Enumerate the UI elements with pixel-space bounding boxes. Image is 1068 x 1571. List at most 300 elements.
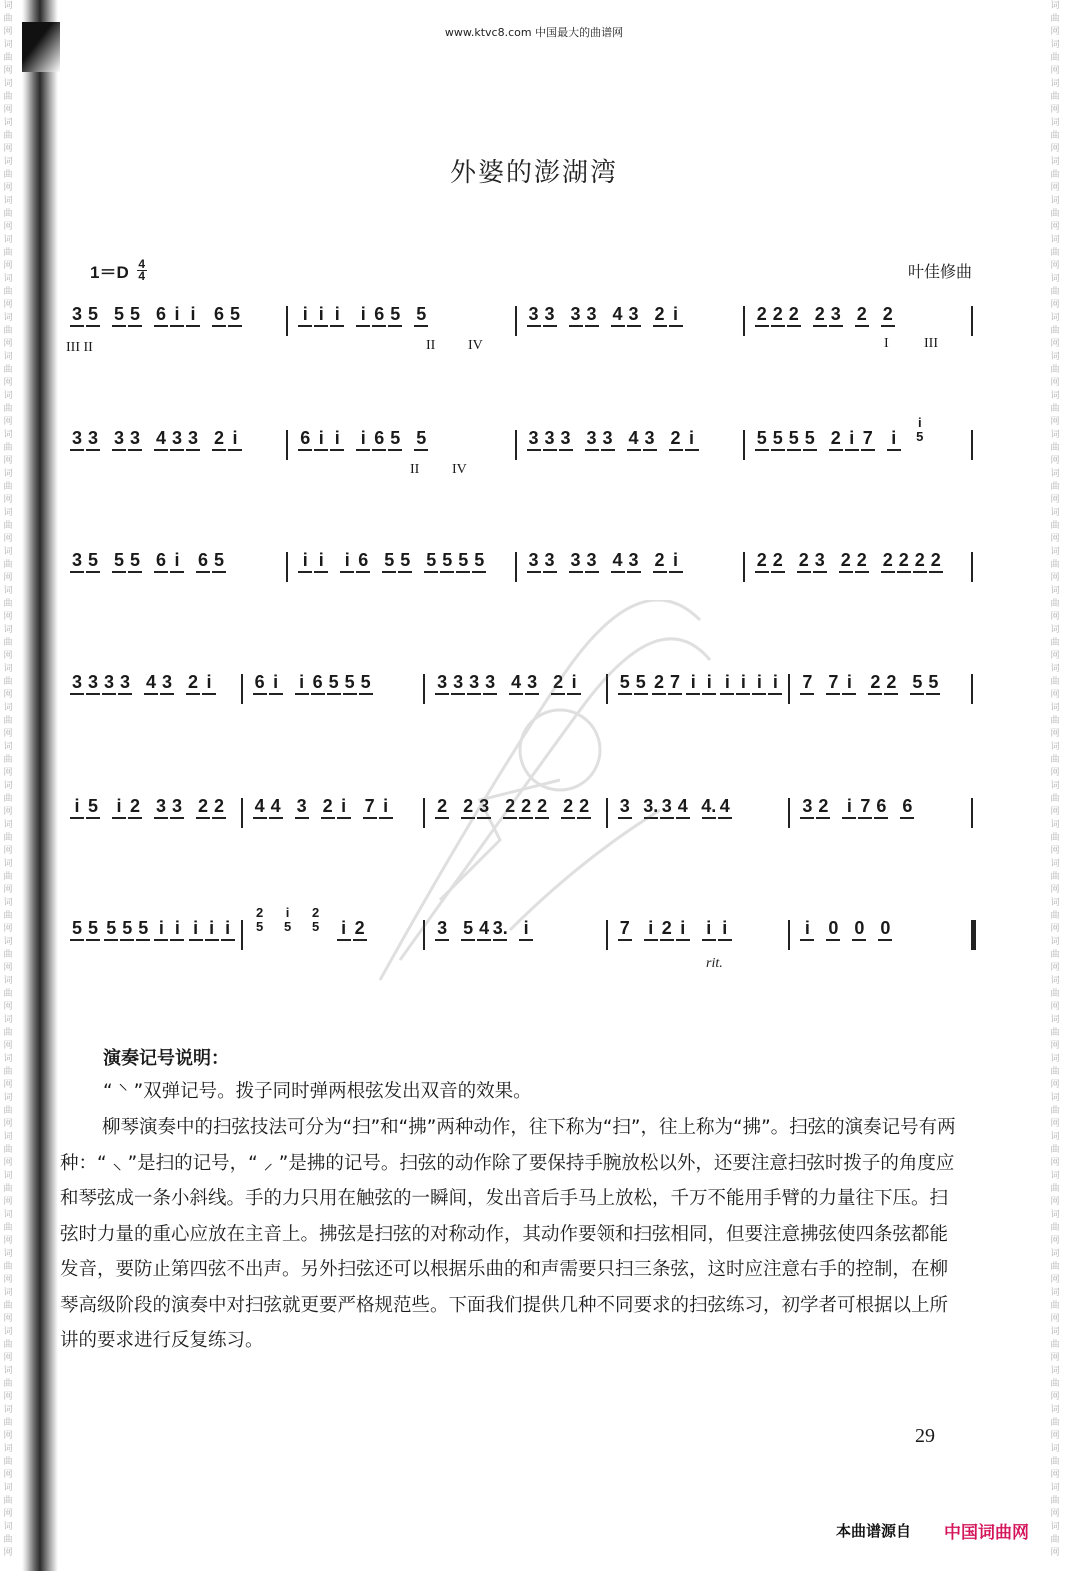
note-number: 7 [802,672,813,692]
jianpu-note [170,902,184,941]
jianpu-note [128,780,142,819]
note-number: 5 [87,304,98,324]
note-number: 3 [586,304,597,324]
note-number: 5 [122,918,133,938]
note-number: 3 [437,672,448,692]
jianpu-note [298,288,312,327]
note-number: i [690,672,696,692]
note-number: 2 [798,550,809,570]
jianpu-note [618,656,632,695]
note-number: 7 [669,672,680,692]
jianpu-note [170,288,184,327]
barline [971,674,973,704]
jianpu-note [702,780,716,819]
score-measure [298,534,510,624]
note-number: 4 [479,918,490,938]
note-number: 4 [719,796,730,816]
note-number: 5 [113,550,124,570]
jianpu-note [435,902,449,941]
note-number: 0 [880,918,891,938]
note-number: i [360,428,366,448]
jianpu-note [669,534,683,573]
jianpu-note [881,534,895,573]
jianpu-note [768,656,782,695]
jianpu-note [826,902,840,941]
jianpu-note [382,534,396,573]
score-measure [435,780,602,870]
score-measure [253,902,420,992]
chord-bottom: 5 [255,919,264,934]
barline [241,798,243,828]
score-row [0,534,1068,624]
jianpu-note [669,288,683,327]
chord-note [281,906,295,934]
key-label: 1＝D [90,263,129,282]
note-number: 5 [129,550,140,570]
note-number: 6 [155,304,166,324]
song-title: 外婆的澎湖湾 [449,158,618,188]
jianpu-note [337,902,351,941]
jianpu-note [601,412,615,451]
note-number: 2 [537,796,548,816]
note-number: i [190,304,196,324]
note-number: 2 [856,304,867,324]
jianpu-note [527,412,541,451]
jianpu-note [477,780,491,819]
note-number: 2 [830,428,841,448]
note-number: 3 [544,550,555,570]
jianpu-note [112,412,126,451]
jianpu-note [800,902,814,941]
jianpu-note [461,780,475,819]
note-number: 2 [882,550,893,570]
jianpu-note [435,780,449,819]
jianpu-note [186,412,200,451]
jianpu-note [202,656,216,695]
note-number: 6 [374,304,385,324]
jianpu-note [897,534,911,573]
note-number: i [383,796,389,816]
jianpu-note [527,288,541,327]
jianpu-note [212,288,226,327]
jianpu-note [70,656,84,695]
note-number: 4 [254,796,265,816]
note-number: i [116,796,122,816]
note-number: 5 [213,550,224,570]
score-measure [618,780,785,870]
jianpu-note [913,534,927,573]
jianpu-note [228,412,242,451]
jianpu-note [685,412,699,451]
jianpu-note [128,534,142,573]
barline [515,306,517,336]
note-number: 3 [171,796,182,816]
jianpu-note [205,902,219,941]
jianpu-note [136,902,150,941]
site-header: www.ktvc8.com 中国最大的曲谱网 [444,26,624,39]
note-number: i [318,550,324,570]
jianpu-note [372,412,386,451]
barline [606,798,608,828]
string-position-label: III [924,336,938,351]
score-measure [755,288,967,378]
barline [788,798,790,828]
jianpu-note [295,656,309,695]
note-number: 2 [670,428,681,448]
note-number: 3 [586,428,597,448]
note-number: 3 [71,672,82,692]
chord-top: 2 [255,905,264,920]
jianpu-note [70,534,84,573]
chord-top: i [917,415,922,430]
string-position-label: IV [452,462,467,477]
chord-bottom: 5 [311,919,320,934]
page-number: 29 [915,1425,935,1447]
jianpu-note [196,780,210,819]
score-measure [298,288,510,378]
note-number: i [158,918,164,938]
jianpu-note [467,656,481,695]
jianpu-note [585,412,599,451]
jianpu-note [910,656,924,695]
note-number: 2 [654,550,665,570]
jianpu-note [771,412,785,451]
score-measure [755,534,967,624]
jianpu-note [702,656,716,695]
jianpu-note [298,534,312,573]
legend-paragraph-text: 柳琴演奏中的扫弦技法可分为“扫”和“拂”两种动作，往下称为“扫”，往上称为“拂”。扫弦的演奏记号有两种：“ ⸜ ”是扫的记号，“ ⸝ ”是拂的记号。扫弦的动作除了要保持手腕放松以外，还要注意扫弦时拨子的角度应和琴弦成一条小斜线。手的力只用在触弦的一瞬间，发出音后手马上放松，千万不能用手臂的力量往下压。扫弦时力量的重心应放在主音上。拂弦是扫弦的对称动作，其动作要领和扫弦相同，但要注意拂弦使四条弦都能发音，要防止第四弦不出声。另外扫弦还可以根据乐曲的和声需要只扫三条弦，这时应注意右手的控制，在柳琴高级阶段的演奏中对扫弦就更要严格规范些。下面我们提供几种不同要求的扫弦练习，初学者可根据以上所讲的要求进行反复练习。 [60,1117,956,1351]
note-number: 2 [882,304,893,324]
jianpu-note [70,902,84,941]
jianpu-note [461,902,475,941]
jianpu-note [561,780,575,819]
jianpu-note [314,412,328,451]
jianpu-note [104,902,118,941]
jianpu-note [858,780,872,819]
jianpu-note [686,656,700,695]
jianpu-note [585,288,599,327]
jianpu-note [372,288,386,327]
jianpu-note [881,288,895,327]
note-number: i [891,428,897,448]
note-number: 2 [661,918,672,938]
jianpu-note [634,656,648,695]
note-number: 6 [254,672,265,692]
jianpu-note [424,534,438,573]
jianpu-note [451,656,465,695]
note-number: 2 [213,428,224,448]
note-number: i [688,428,694,448]
note-number: 3 [119,672,130,692]
jianpu-note [926,656,940,695]
barline [286,430,288,460]
jianpu-note [652,656,666,695]
jianpu-note [829,288,843,327]
note-number: 4 [511,672,522,692]
composer: 叶佳修曲 [907,262,972,281]
jianpu-note [295,780,309,819]
score-row [0,780,1068,870]
jianpu-note [212,534,226,573]
score-measure [527,534,739,624]
score-row [0,412,1068,502]
note-number: 3 [296,796,307,816]
note-number: 3 [586,550,597,570]
jianpu-note [398,534,412,573]
jianpu-note [874,780,888,819]
note-number: 3 [187,428,198,448]
barline [971,306,973,336]
jianpu-note [929,534,943,573]
jianpu-note [643,412,657,451]
note-number: 3 [814,550,825,570]
note-number: 2 [437,796,448,816]
footer-source-label: 本曲谱源自 [836,1522,912,1540]
note-number: 3 [453,672,464,692]
barline [423,798,425,828]
score-measure [527,412,739,502]
note-number: i [334,304,340,324]
note-number: 4 [612,304,623,324]
note-number: 2 [898,550,909,570]
note-number: i [174,918,180,938]
note-number: 2 [870,672,881,692]
jianpu-note [644,902,658,941]
jianpu-note [269,780,283,819]
note-number: 0 [828,918,839,938]
note-number: 5 [619,672,630,692]
score-measure [253,656,420,746]
note-number: 5 [106,918,117,938]
jianpu-note [154,412,168,451]
barline [788,674,790,704]
jianpu-note [356,534,370,573]
jianpu-note [755,412,769,451]
jianpu-note [343,656,357,695]
time-signature [137,259,147,282]
jianpu-note [900,780,914,819]
note-number: 3 [830,304,841,324]
jianpu-note [653,534,667,573]
score-row [0,288,1068,378]
jianpu-note [816,780,830,819]
jianpu-note [128,412,142,451]
note-number: i [209,918,215,938]
jianpu-note [660,780,674,819]
barline [423,674,425,704]
chord-note [309,906,323,934]
note-number: 5 [928,672,939,692]
barline [743,552,745,582]
note-number: 2 [818,796,829,816]
jianpu-note [519,780,533,819]
note-number: 7 [860,796,871,816]
note-number: 2 [197,796,208,816]
note-number: 5 [442,550,453,570]
jianpu-note [160,656,174,695]
score-measure [70,288,282,378]
jianpu-note [186,656,200,695]
jianpu-note [414,288,428,327]
jianpu-note [363,780,377,819]
jianpu-note [102,656,116,695]
note-number: i [318,304,324,324]
note-number: 5 [87,918,98,938]
barline [606,674,608,704]
chord-note [253,906,267,934]
note-number: 2 [856,550,867,570]
note-number: i [273,672,279,692]
jianpu-note [337,780,351,819]
jianpu-note [567,656,581,695]
note-number: 3 [544,304,555,324]
note-number: 3 [619,796,630,816]
note-number: 6 [358,550,369,570]
jianpu-note [298,412,312,451]
jianpu-note [314,534,328,573]
jianpu-note [154,780,168,819]
jianpu-note [212,412,226,451]
jianpu-note [221,902,235,941]
jianpu-note [112,780,126,819]
jianpu-note [321,780,335,819]
note-number: i [299,672,305,692]
barline [515,430,517,460]
jianpu-note [800,656,814,695]
note-number: 5 [138,918,149,938]
note-number: 2 [129,796,140,816]
note-number: 5 [400,550,411,570]
note-number: i [302,304,308,324]
jianpu-note [379,780,393,819]
string-position-label: II [410,462,420,477]
note-number: 7 [828,672,839,692]
note-number: 2 [653,672,664,692]
note-number: 5 [416,428,427,448]
note-number: 3 [527,672,538,692]
note-number: 3 [479,796,490,816]
note-number: i [334,428,340,448]
jianpu-note [330,288,344,327]
jianpu-note [644,780,658,819]
jianpu-note [311,656,325,695]
jianpu-note [771,288,785,327]
note-number: 3 [485,672,496,692]
jianpu-note [86,902,100,941]
score-row [0,902,1068,992]
note-number: 5 [229,304,240,324]
chord-note [913,416,927,444]
jianpu-note [543,412,557,451]
jianpu-note [720,656,734,695]
jianpu-note [845,412,859,451]
jianpu-note [128,288,142,327]
note-number: 3 [71,428,82,448]
note-number: i [341,796,347,816]
jianpu-note [86,534,100,573]
note-number: 6 [155,550,166,570]
jianpu-note [120,902,134,941]
jianpu-note [154,534,168,573]
barline [423,920,425,950]
note-number: 2 [772,550,783,570]
note-number: 5 [463,918,474,938]
note-number: i [846,796,852,816]
note-number: 2 [840,550,851,570]
jianpu-note [353,902,367,941]
note-number: 5 [328,672,339,692]
note-number: 2 [354,918,365,938]
note-number: 3 [87,672,98,692]
score-measure [70,780,237,870]
jianpu-note [660,902,674,941]
note-number: i [722,918,728,938]
legend-line-double-pluck: “ ⸌ ”双弹记号。拨子同时弹两根弦发出双音的效果。 [103,1081,532,1102]
note-number: 5 [390,304,401,324]
jianpu-note [144,656,158,695]
note-number: i [706,672,712,692]
note-number: i [846,672,852,692]
note-number: 3 [661,796,672,816]
jianpu-note [669,412,683,451]
note-number: 5 [788,428,799,448]
jianpu-note [702,902,716,941]
key-signature [90,258,147,283]
string-position-label: III II [66,340,93,355]
note-number: i [232,428,238,448]
jianpu-note [884,656,898,695]
score-measure [755,412,967,502]
note-number: 4 [628,428,639,448]
score-measure [618,656,785,746]
score-measure [800,780,967,870]
jianpu-note [86,780,100,819]
jianpu-note [627,412,641,451]
note-number: i [344,550,350,570]
jianpu-note [861,412,875,451]
jianpu-note [170,780,184,819]
note-number: i [523,918,529,938]
note-number: 2 [553,672,564,692]
note-number: i [724,672,730,692]
jianpu-note [212,780,226,819]
jianpu-note [868,656,882,695]
note-number: i [174,550,180,570]
jianpu-note [800,780,814,819]
jianpu-note [813,288,827,327]
string-position-label: IV [468,338,483,353]
note-number: 3. [492,918,508,938]
jianpu-note [70,288,84,327]
note-number: 2 [930,550,941,570]
string-position-label: I [884,336,889,351]
barline [788,920,790,950]
jianpu-note [70,412,84,451]
chord-bottom: 5 [916,429,924,444]
note-number: 3 [103,672,114,692]
jianpu-note [356,412,370,451]
jianpu-note [509,656,523,695]
note-number: 5 [71,918,82,938]
score-measure [70,412,282,502]
note-number: 5 [384,550,395,570]
barline [971,552,973,582]
jianpu-note [559,412,573,451]
jianpu-note [196,534,210,573]
note-number: i [571,672,577,692]
note-number: 7 [862,428,873,448]
note-number: 5 [113,304,124,324]
